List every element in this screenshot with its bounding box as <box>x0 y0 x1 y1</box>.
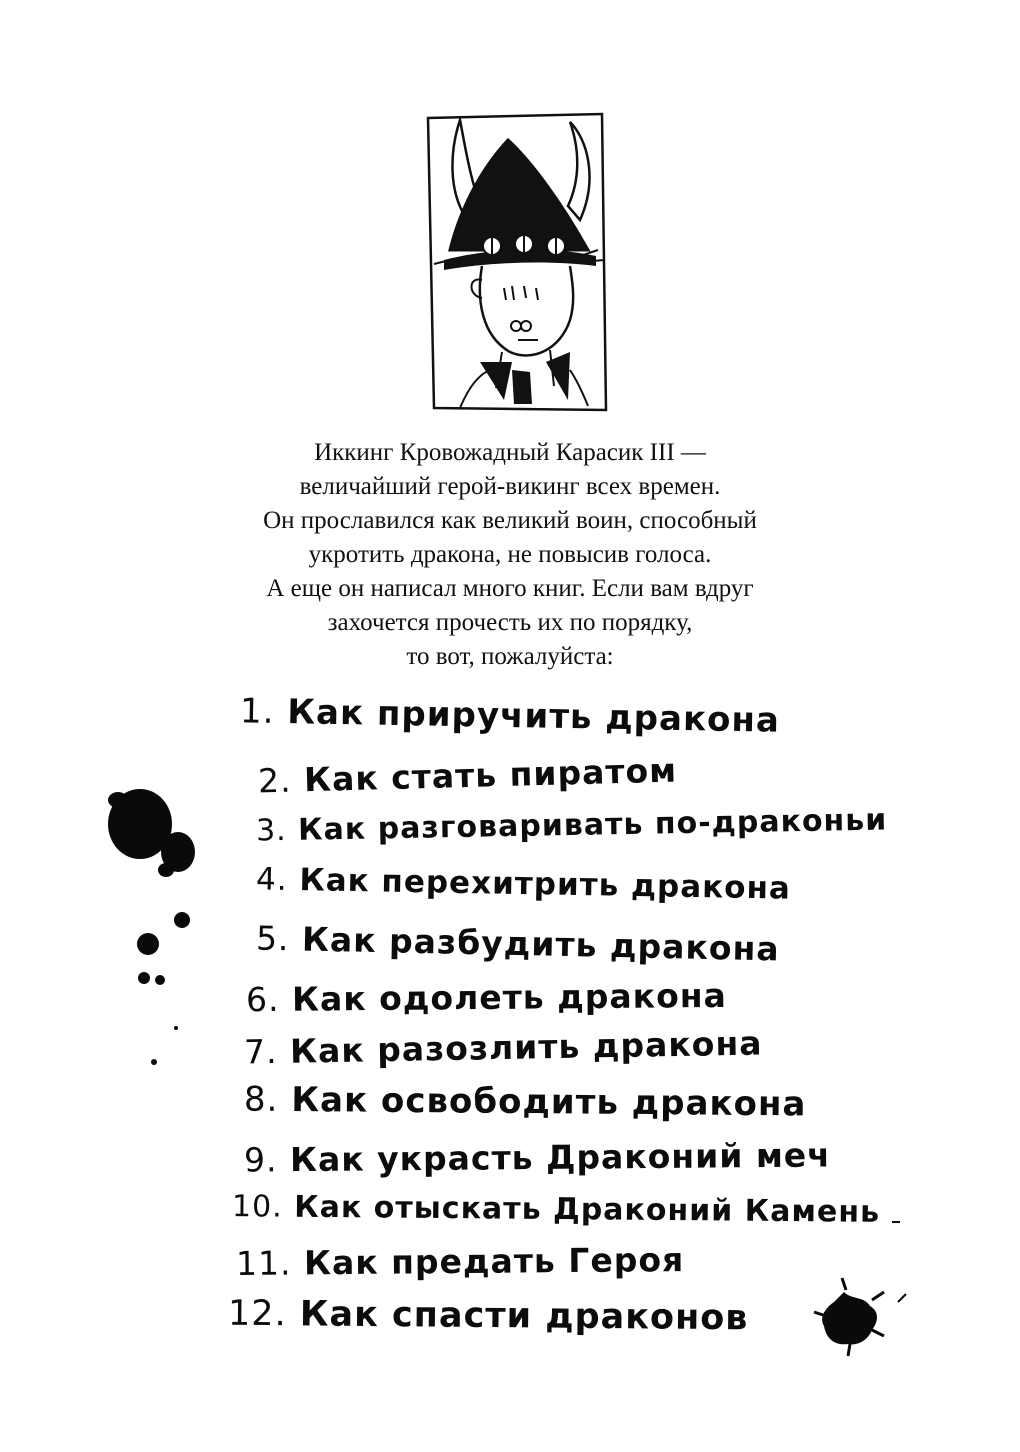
book-title: Как стать пиратом <box>303 750 678 800</box>
book-title: Как спасти драконов <box>299 1294 749 1339</box>
intro-line-7: то вот, пожалуйста: <box>406 643 614 670</box>
book-title: Как приручить дракона <box>286 692 781 741</box>
intro-line-5: А еще он написал много книг. Если вам вдруг <box>266 575 754 602</box>
book-title: Как предать Героя <box>303 1240 685 1283</box>
book-title: Как разговаривать по-драконьи <box>297 802 888 848</box>
book-number: 11. <box>235 1243 292 1283</box>
intro-line-6: захочется прочесть их по порядку, <box>327 609 693 636</box>
book-number: 12. <box>227 1293 287 1335</box>
book-number: 10. <box>231 1189 283 1225</box>
intro-line-3: Он прославился как великий воин, способный <box>263 507 757 534</box>
book-title: Как разозлить дракона <box>289 1023 763 1071</box>
book-number: 1. <box>239 691 275 732</box>
book-number: 9. <box>243 1140 278 1180</box>
book-title: Как отыскать Драконий Камень <box>294 1189 881 1230</box>
book-number: 8. <box>243 1079 279 1120</box>
book-title: Как освободить дракона <box>291 1079 807 1125</box>
book-title: Как перехитрить дракона <box>299 862 792 907</box>
book-number: 3. <box>255 812 287 849</box>
book-number: 6. <box>245 979 280 1020</box>
book-number: 7. <box>243 1031 278 1072</box>
book-title: Как украсть Драконий меч <box>289 1135 832 1180</box>
book-title: Как разбудить дракона <box>301 919 781 969</box>
intro-line-1: Иккинг Кровожадный Карасик III — <box>314 439 706 466</box>
book-number: 4. <box>255 861 288 898</box>
intro-line-4: укротить дракона, не повысив голоса. <box>308 541 712 568</box>
intro-line-2: величайший герой-викинг всех времен. <box>299 473 721 500</box>
book-number: 2. <box>257 760 293 801</box>
book-title: Как одолеть дракона <box>291 975 728 1019</box>
book-number: 5. <box>255 918 290 959</box>
